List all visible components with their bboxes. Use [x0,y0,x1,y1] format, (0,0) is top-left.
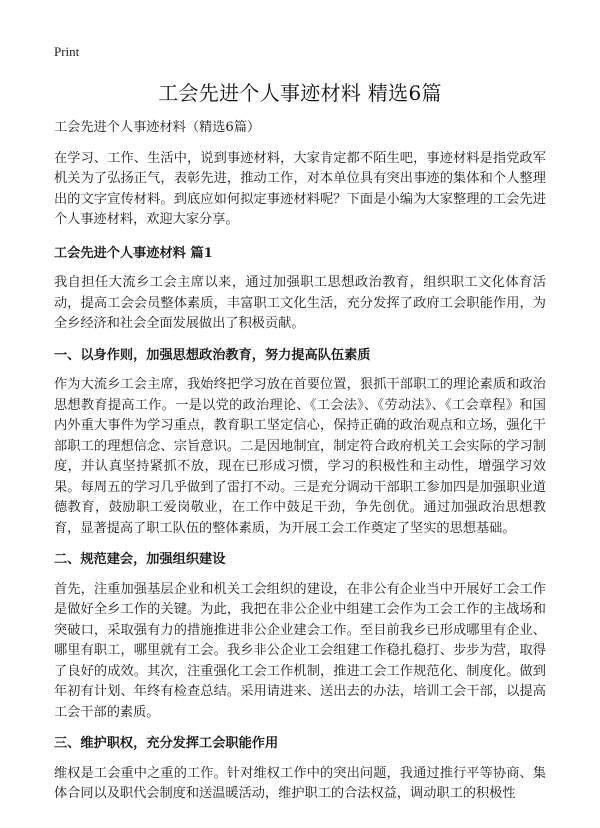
intro-paragraph: 在学习、工作、生活中，说到事迹材料，大家肯定都不陌生吧，事迹材料是指党政军机关为了弘扬正气，表彰先进，推动工作，对本单位具有突出事迹的集体和个人整理出的文字宣传材料。到底应如何拟定事迹材料呢？下面是小编为大家整理的工会先进个人事迹材料，欢迎大家分享。 [54,150,546,227]
point-paragraph-1: 作为大流乡工会主席，我始终把学习放在首要位置，狠抓干部职工的理论素质和政治思想教育提高工作。一是以党的政治理论、《工会法》、《劳动法》、《工会章程》和国内外重大事件为学习重点，教育职工坚定信心，保持正确的政治观点和立场，强化干部职工的理想信念、宗旨意识。二是因地制宜，制定符合政府机关工会实际的学习制度，并认真坚持紧抓不放，现在已形成习惯，学习的积极性和主动性，增强学习效果。每周五的学习几乎做到了雷打不动。三是充分调动干部职工参加四是加强职业道德教育，鼓励职工爱岗敬业，在工作中鼓足干劲，争先创优。通过加强政治思想教育，显著提高了职工队伍的整体素质，为开展工会工作奠定了坚实的思想基础。 [54,377,546,536]
section-heading: 工会先进个人事迹材料 篇1 [54,245,213,261]
document-subtitle: 工会先进个人事迹材料（精选6篇） [54,120,261,135]
point-heading-2: 二、规范建会，加强组织建设 [54,552,226,567]
point-heading-3: 三、维护职权，充分发挥工会职能作用 [54,736,279,751]
point-paragraph-3: 维权是工会重中之重的工作。针对维权工作中的突出问题，我通过推行平等协商、集体合同以及职代会制度和送温暖活动，维护职工的合法权益，调动职工的积极性 [54,765,546,801]
point-paragraph-2: 首先，注重加强基层企业和机关工会组织的建设，在非公有企业当中开展好工会工作是做好全乡工作的关键。为此，我把在非公企业中组建工会作为工会工作的主战场和突破口，采取强有力的措施推进非公企业建会工作。至目前我乡已形成哪里有企业、哪里有职工，哪里就有工会。我乡非公企业工会组建工作稳扎稳打、步步为营，取得了良好的成效。其次，注重强化工会工作机制，推进工会工作规范化、制度化。做到年初有计划、年终有检查总结。采用请进来、送出去的办法，培训工会干部，以提高工会干部的素质。 [54,581,546,720]
print-link[interactable]: Print [54,44,80,59]
point-heading-1: 一、以身作则，加强思想政治教育，努力提高队伍素质 [54,347,371,363]
document-title: 工会先进个人事迹材料 精选6篇 [158,81,442,105]
section-intro-paragraph: 我自担任大流乡工会主席以来，通过加强职工思想政治教育，组织职工文化体育活动，提高工会会员整体素质，丰富职工文化生活，充分发挥了政府工会职能作用，为全乡经济和社会全面发展做出了积极贡献。 [54,275,546,331]
document-body [54,118,546,816]
